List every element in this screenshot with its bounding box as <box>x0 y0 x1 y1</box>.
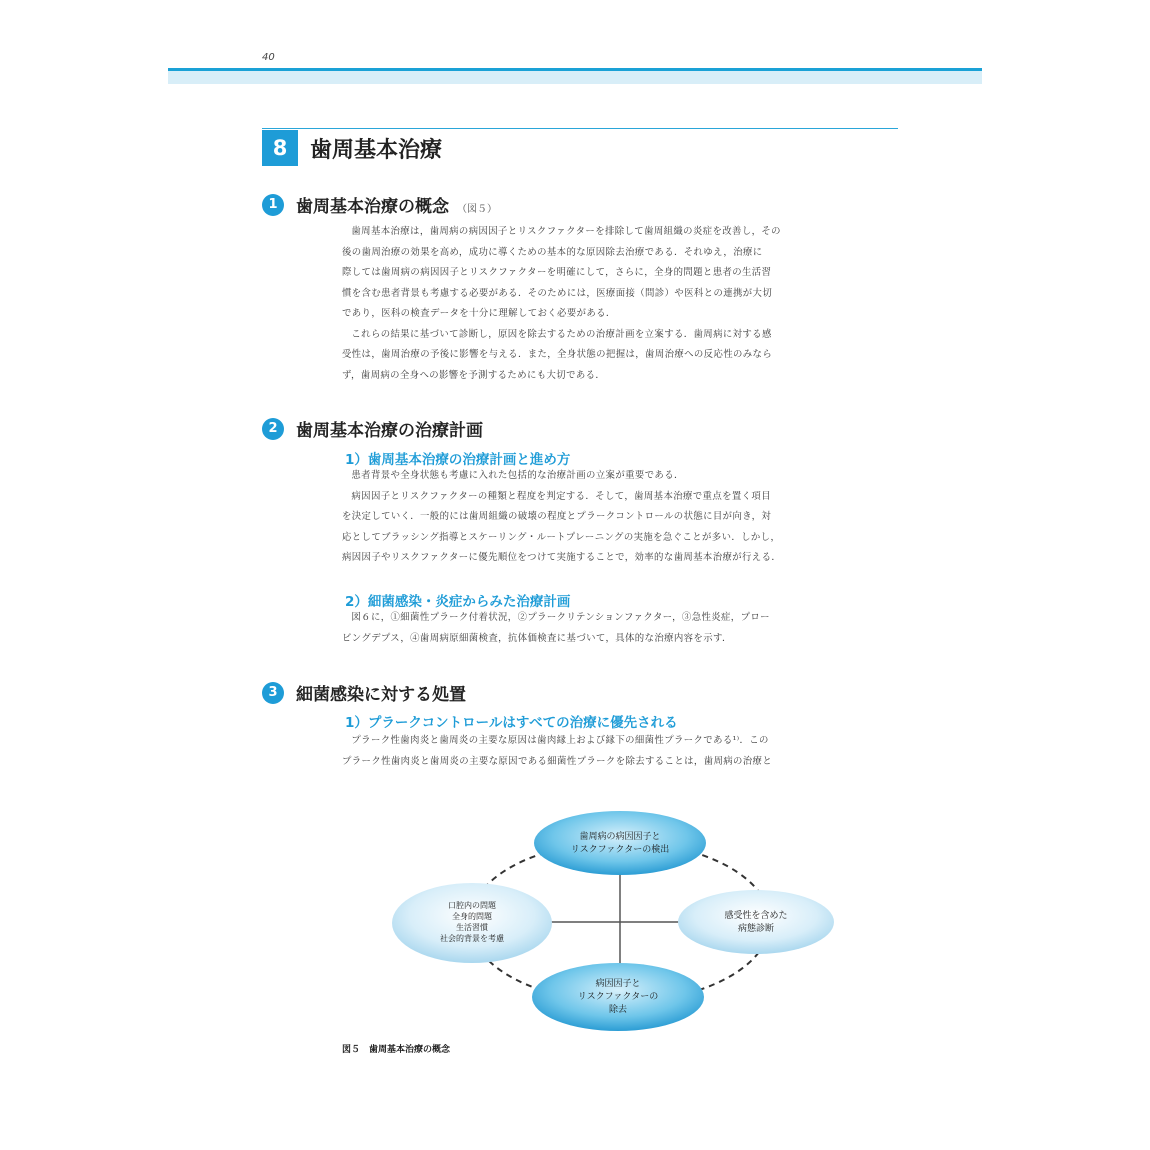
subsection-2-1-title: 1）歯周基本治療の治療計画と進め方 <box>345 452 571 468</box>
chapter-number-badge: 8 <box>262 130 298 166</box>
text-line: を決定していく．一般的には歯周組織の破壊の程度とプラークコントロールの状態に目が向き，対 <box>342 511 772 522</box>
text-line: 病因因子とリスクファクターの種類と程度を判定する．そして，歯周基本治療で重点を置く項目 <box>351 490 771 502</box>
section-1-paragraph <box>342 222 898 386</box>
node-top <box>534 811 706 875</box>
text-line: 受性は，歯周治療の予後に影響を与える．また，全身状態の把握は，歯周治療への反応性のみなら <box>342 349 773 360</box>
subsection-3-1-title: 1）プラークコントロールはすべての治療に優先される <box>345 715 678 731</box>
text-line: 際しては歯周病の病因因子とリスクファクターを明確にして，さらに，全身的問題と患者の生活習 <box>342 267 772 278</box>
figure-5-caption: 図５ 歯周基本治療の概念 <box>342 1045 451 1055</box>
node-right <box>678 890 834 954</box>
section-3-heading <box>262 680 466 705</box>
chapter-rule <box>262 128 898 129</box>
node-text: 感受性を含めた <box>724 911 788 921</box>
node-text: 歯周病の病因因子と <box>579 832 661 842</box>
text-line: 歯周基本治療は，歯周病の病因因子とリスクファクターを排除して歯周組織の炎症を改善し，その <box>351 226 781 237</box>
text-line: であり，医科の検査データを十分に理解しておく必要がある． <box>342 308 616 319</box>
text-line: ビングデプス，④歯周病原細菌検査，抗体価検査に基づいて，具体的な治療内容を示す． <box>342 632 732 644</box>
text-line: 図６に，①細菌性プラーク付着状況，②プラークリテンションファクター，③急性炎症，プロー <box>351 612 770 623</box>
text-line: ず，歯周病の全身への影響を予測するためにも大切である． <box>342 369 606 381</box>
node-text: 口腔内の問題 <box>448 901 496 910</box>
header-band <box>168 68 982 84</box>
subsection-2-1-paragraph <box>342 466 898 569</box>
node-bottom <box>532 963 704 1031</box>
node-text: 生活習慣 <box>456 923 488 932</box>
figure-5-diagram <box>390 805 850 1045</box>
subsection-2-2-paragraph <box>342 608 898 649</box>
figure-reference: （図５） <box>457 204 497 215</box>
node-text: 除去 <box>608 1005 628 1015</box>
section-title: 細菌感染に対する処置 <box>296 685 466 705</box>
text-line: プラーク性歯肉炎と歯周炎の主要な原因である細菌性プラークを除去することは，歯周病の治療と <box>342 755 773 767</box>
section-title: 歯周基本治療の概念 <box>296 197 449 217</box>
node-text: 全身的問題 <box>452 912 492 921</box>
node-left <box>392 883 552 963</box>
text-line: 後の歯周治療の効果を高め，成功に導くための基本的な原因除去治療である．それゆえ，治療に <box>342 246 763 258</box>
text-line: 病因因子やリスクファクターに優先順位をつけて実施することで，効率的な歯周基本治療が行える． <box>342 552 782 563</box>
section-1-heading <box>262 192 497 217</box>
node-text: リスクファクターの検出 <box>570 845 670 855</box>
section-number-icon: 2 <box>262 418 284 440</box>
section-2-heading <box>262 416 483 441</box>
text-line: プラーク性歯肉炎と歯周炎の主要な原因は歯肉縁上および縁下の細菌性プラークである¹⁾．この <box>351 735 769 746</box>
text-line: 応としてブラッシング指導とスケーリング・ルートプレーニングの実施を急ぐことが多い．しかし， <box>342 531 781 543</box>
subsection-2-2-title: 2）細菌感染・炎症からみた治療計画 <box>345 594 571 610</box>
node-text: 病態診断 <box>737 924 775 934</box>
chapter-title: 歯周基本治療 <box>310 138 443 163</box>
node-text: 社会的背景を考慮 <box>440 934 504 943</box>
node-text: 病因因子と <box>595 979 641 989</box>
node-text: リスクファクターの <box>577 992 659 1002</box>
text-line: これらの結果に基づいて診断し，原因を除去するための治療計画を立案する．歯周病に対する感 <box>351 328 772 340</box>
text-line: 患者背景や全身状態も考慮に入れた包括的な治療計画の立案が重要である． <box>351 470 684 481</box>
text-line: 慣を含む患者背景も考慮する必要がある．そのためには，医療面接（問診）や医科との連携が大切 <box>342 287 773 299</box>
section-number-icon: 1 <box>262 194 284 216</box>
page-number: 40 <box>262 52 275 63</box>
section-title: 歯周基本治療の治療計画 <box>296 421 483 441</box>
subsection-3-1-paragraph <box>342 731 898 772</box>
section-number-icon: 3 <box>262 682 284 704</box>
